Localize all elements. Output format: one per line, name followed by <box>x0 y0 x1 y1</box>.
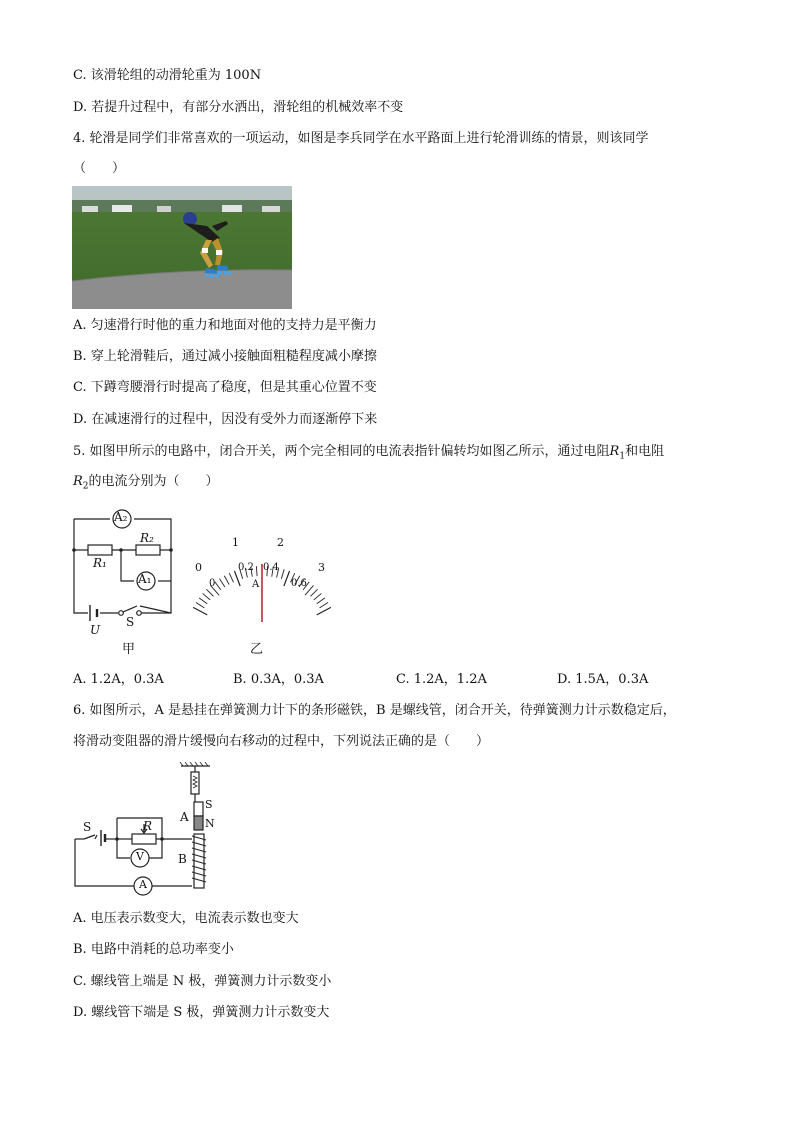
skater-photo <box>72 186 292 309</box>
resistor-r2-label: R₂ <box>140 531 154 545</box>
voltage-u-label: U <box>90 623 101 637</box>
dial-tick <box>317 598 325 604</box>
pole-n-label: N <box>205 817 215 830</box>
q6-option-b: B. 电路中消耗的总功率变小 <box>73 942 234 957</box>
q5-option-d: D. 1.5A，0.3A <box>557 672 649 687</box>
dial-tick <box>203 593 211 599</box>
upper-tick-1: 1 <box>232 536 239 549</box>
voltmeter-v-label: V <box>136 850 144 863</box>
dial-tick <box>199 598 207 604</box>
dial-tick <box>284 571 290 586</box>
upper-tick-2: 2 <box>277 536 284 549</box>
dial-tick <box>256 566 257 576</box>
meter-unit-label: A <box>252 579 260 590</box>
q4-answer-parens: （ ） <box>73 161 126 176</box>
q5-stem-line2 <box>73 473 219 496</box>
q4-option-c: C. 下蹲弯腰滑行时提高了稳度，但是其重心位置不变 <box>73 380 377 395</box>
r2-symbol: R <box>73 474 83 489</box>
q3-option-d: D. 若提升过程中，有部分水洒出，滑轮组的机械效率不变 <box>73 100 404 115</box>
q4-stem: 4. 轮滑是同学们非常喜欢的一项运动，如图是李兵同学在水平路面上进行轮滑训练的情景，则该同学 <box>73 131 649 146</box>
q5-option-b: B. 0.3A，0.3A <box>233 672 324 687</box>
ammeter-a2-label: A₂ <box>114 510 128 524</box>
solenoid-b-label: B <box>178 852 187 866</box>
dial-tick <box>317 607 331 615</box>
dial-tick <box>193 607 207 615</box>
upper-tick-0: 0 <box>195 561 202 574</box>
dial-tick <box>229 573 233 582</box>
q4-option-a: A. 匀速滑行时他的重力和地面对他的支持力是平衡力 <box>73 318 377 333</box>
ammeter-a1-label: A₁ <box>138 572 152 586</box>
pole-s-label: S <box>205 798 213 811</box>
magnet-a-label: A <box>180 810 189 824</box>
lower-tick-0-6: 0.6 <box>291 578 307 589</box>
q3-option-c: C. 该滑轮组的动滑轮重为 100N <box>73 68 262 83</box>
figure-caption-yi: 乙 <box>250 642 264 657</box>
dial-tick <box>215 582 221 590</box>
dial-tick <box>224 576 229 585</box>
q5-stem-part2: 和电阻 <box>625 444 665 459</box>
q4-option-b: B. 穿上轮滑鞋后，通过减小接触面粗糙程度减小摩擦 <box>73 349 377 364</box>
electromagnet-circuit-diagram <box>70 762 220 897</box>
lower-tick-0: 0 <box>209 578 216 589</box>
rheostat-r-label: R <box>143 819 153 833</box>
q5-option-c: C. 1.2A，1.2A <box>396 672 487 687</box>
circuit-diagram-jia <box>66 505 186 655</box>
switch-s-label: S <box>126 615 135 629</box>
lower-tick-0-4: 0.4 <box>263 562 279 573</box>
dial-tick <box>196 603 204 608</box>
dial-tick <box>314 593 322 599</box>
dial-tick <box>281 569 284 579</box>
resistor-r1-label: R₁ <box>93 556 107 570</box>
dial-tick <box>234 571 240 586</box>
q5-stem-part3: 的电流分别为（ ） <box>88 474 219 489</box>
ammeter-a-label: A <box>139 878 147 891</box>
dial-tick <box>219 579 224 587</box>
r1-symbol: R <box>609 444 620 459</box>
dial-tick <box>310 589 317 596</box>
upper-tick-3: 3 <box>318 561 325 574</box>
dial-tick <box>206 589 213 596</box>
r1-subscript: 1 <box>619 451 626 462</box>
lower-tick-0-2: 0.2 <box>238 562 254 573</box>
q6-option-c: C. 螺线管上端是 N 极，弹簧测力计示数变小 <box>73 974 332 989</box>
q5-stem-line1 <box>73 443 664 466</box>
q6-option-a: A. 电压表示数变大，电流表示数也变大 <box>73 911 299 926</box>
q5-stem-part1: 5. 如图甲所示的电路中，闭合开关，两个完全相同的电流表指针偏转均如图乙所示，通过电阻 <box>73 444 610 459</box>
q5-option-a: A. 1.2A，0.3A <box>73 672 164 687</box>
switch-s-label: S <box>83 820 92 834</box>
figure-caption-jia: 甲 <box>122 642 136 657</box>
q4-option-d: D. 在减速滑行的过程中，因没有受外力而逐渐停下来 <box>73 412 378 427</box>
q6-stem-line1: 6. 如图所示，A 是悬挂在弹簧测力计下的条形磁铁，B 是螺线管，闭合开关，待弹簧测力计示数稳定后， <box>73 703 676 718</box>
ammeter-dial <box>192 532 332 656</box>
r2-subscript: 2 <box>82 481 89 492</box>
dial-tick <box>320 603 328 608</box>
q6-option-d: D. 螺线管下端是 S 极，弹簧测力计示数变大 <box>73 1005 330 1020</box>
q6-stem-line2: 将滑动变阻器的滑片缓慢向右移动的过程中，下列说法正确的是（ ） <box>73 734 490 749</box>
